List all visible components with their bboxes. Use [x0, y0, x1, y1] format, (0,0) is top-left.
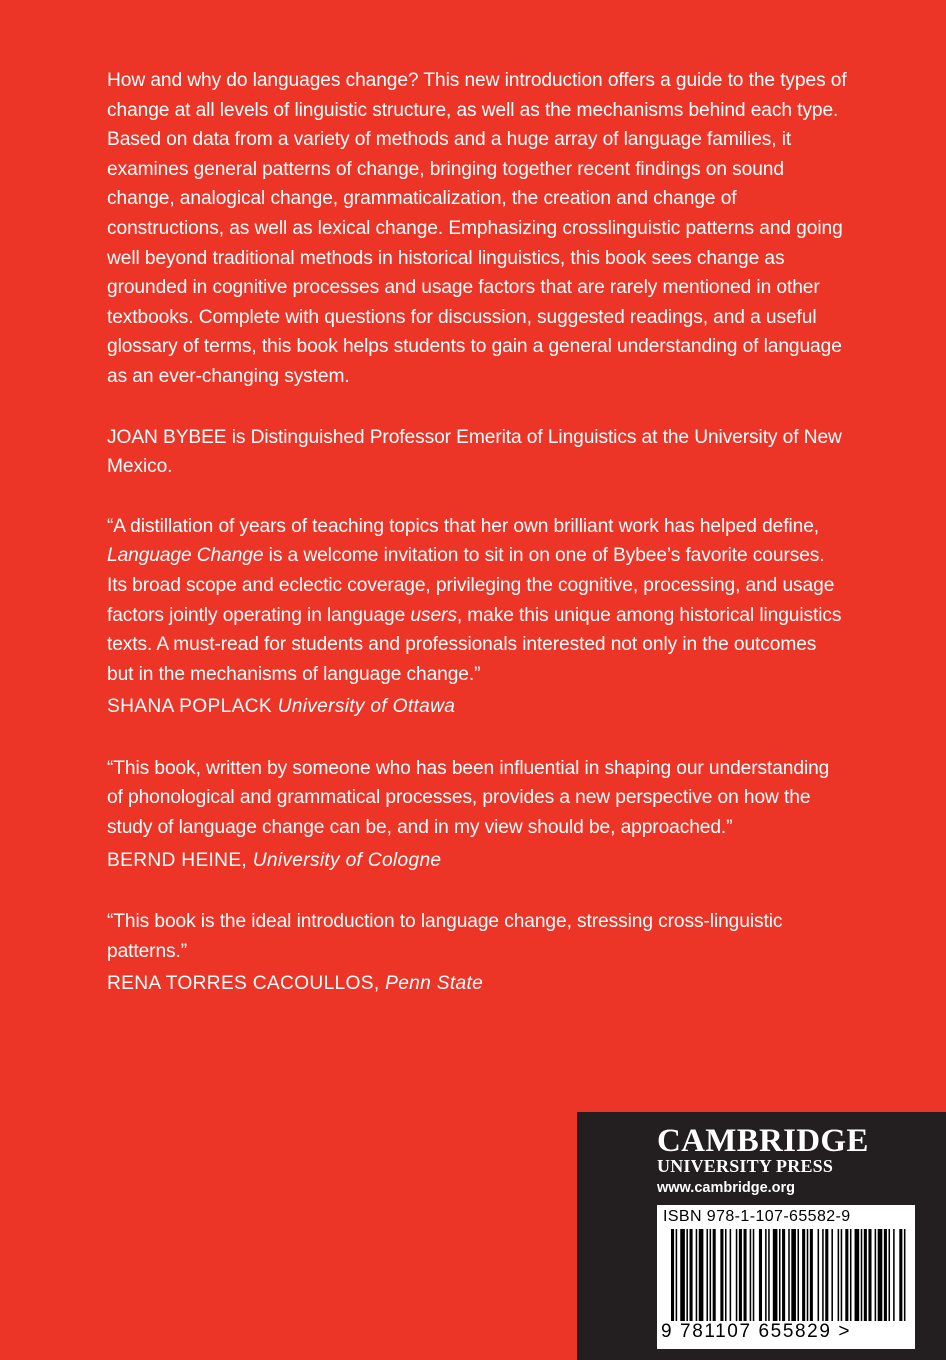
book-description: How and why do languages change? This new introduction offers a guide to the types of change at all levels of linguistic structure, as well as the mechanisms behind each type. Based on data from a variety of methods and a huge array of language families, it examines general patterns of change, bringing together recent findings on sound change, analogical change, grammaticalization, the creation and change of constructions, as well as lexical change. Emphasizing crosslinguistic patterns and going well beyond traditional methods in historical linguistics, this book sees change as grounded in cognitive processes and usage factors that are rarely mentioned in other textbooks. Complete with questions for discussion, suggested readings, and a useful glossary of terms, this book helps students to gain a general understanding of language as an ever-changing system. — [107, 70, 847, 387]
review-quote-3: “This book is the ideal introduction to language change, stressing cross-linguistic patterns.” — [107, 911, 783, 962]
isbn-barcode-box — [657, 1205, 915, 1349]
barcode-icon — [671, 1229, 907, 1321]
review-attribution-3 — [107, 969, 847, 999]
reviewer-name: SHANA POPLACK — [107, 696, 272, 718]
review-quote-1-title: Language Change — [107, 545, 264, 567]
review-quote-1-part3: , make this unique among historical linguistics texts. A must-read for students and professionals interested not only in the outcomes but in the mechanisms of language change.” — [107, 604, 842, 685]
barcode-digits: 9 781107 655829 > — [661, 1321, 852, 1342]
review-attribution-2 — [107, 846, 847, 876]
reviewer-institution: Penn State — [385, 973, 484, 995]
isbn-label: ISBN 978-1-107-65582-9 — [663, 1208, 851, 1225]
review-quote-1-part1: “A distillation of years of teaching topics that her own brilliant work has helped define, — [107, 515, 820, 537]
reviewer-name: BERND HEINE, — [107, 849, 248, 871]
review-attribution-1 — [107, 692, 847, 722]
review-quote-1-emphasis: users — [410, 604, 457, 626]
review-quote-2: “This book, written by someone who has been influential in shaping our understanding of phonological and grammatical processes, provides a new perspective on how the study of language change can be, and in my view should be, approached.” — [107, 757, 830, 839]
publisher-block — [577, 1112, 946, 1360]
publisher-logo-subname: UNIVERSITY PRESS — [657, 1156, 834, 1176]
review-quote-1 — [107, 512, 847, 690]
reviewer-institution: University of Ottawa — [277, 696, 456, 718]
reviewer-institution: University of Cologne — [252, 849, 442, 871]
publisher-url: www.cambridge.org — [657, 1180, 796, 1196]
review-quote-1-part2: is a welcome invitation to sit in on one of Bybee’s favorite courses. Its broad scope and eclectic coverage, privileging the cognitive, processing, and usage factors jointly operating in language — [107, 545, 835, 626]
publisher-logo-name: CAMBRIDGE — [657, 1123, 869, 1159]
back-cover-text — [107, 66, 847, 1031]
reviewer-name: RENA TORRES CACOULLOS, — [107, 973, 380, 995]
author-bio: JOAN BYBEE is Distinguished Professor Emerita of Linguistics at the University of New Mexico. — [107, 426, 842, 478]
